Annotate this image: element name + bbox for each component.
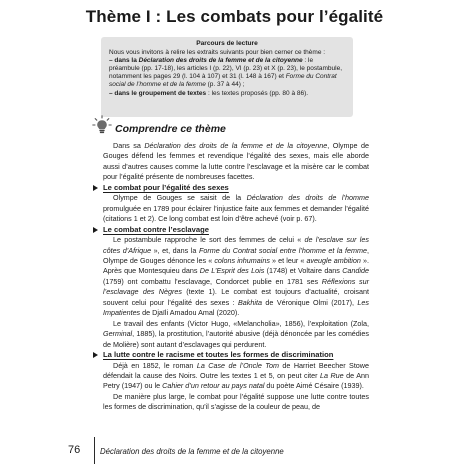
triangle-bullet-icon xyxy=(93,227,98,233)
paragraph-racism-1: Déjà en 1852, le roman La Case de l’Oncle Tom de Harriet Beecher Stowe défendait la cause des Noirs. Outre les textes 1 et 5, on peut citer La Rue de Ann Petry (1947) ou le Cahier d’un retour au pays natal du poète Aimé Césaire (1939). xyxy=(103,360,369,391)
intro-paragraph: Dans sa Déclaration des droits de la femme et de la citoyenne, Olympe de Gouges défend les femmes et revendique l’égalité des sexes, mais elle aborde aussi d’autres causes comme la lutte contre l’esclavage et la misère car le combat pour l’égalité présente de nombreuses facettes. xyxy=(103,141,369,182)
reading-box-title: Parcours de lecture xyxy=(196,40,258,47)
reading-box-intro: Nous vous invitons à relire les extraits suivants pour bien cerner ce thème : xyxy=(109,49,326,57)
reading-path-box xyxy=(101,37,353,117)
heading-slavery: Le combat contre l’esclavage xyxy=(103,225,369,235)
footer-book-title: Déclaration des droits de la femme et de la citoyenne xyxy=(100,447,284,456)
paragraph-slavery-2: Le travail des enfants (Victor Hugo, «Melancholia», 1856), l’exploitation (Zola, Germinal, 1885), la prostitution, l’autorité abusive (déjà dénoncée par les comédies de Molière) sont autant d’esclavages qui perdurent. xyxy=(103,318,369,349)
page-title: Thème I : Les combats pour l’égalité xyxy=(85,7,384,26)
reading-box-item-declaration: – dans la Déclaration des droits de la femme et de la citoyenne : le préambule (pp. 17-18), les articles I (p. 22), VI (p. 23) et X (p. 23), le postambule, notamment les pages 29 (l. 104 à 107) et 31 (l. 148 à 167) et Forme du Contrat social de l’homme et de la femme (p. 37 à 44) ; xyxy=(109,57,343,89)
heading-racism: La lutte contre le racisme et toutes les formes de discrimination xyxy=(103,350,369,360)
footer-divider xyxy=(94,437,95,464)
paragraph-racism-2: De manière plus large, le combat pour l’égalité suppose une lutte contre toutes les formes de discrimination, qu’il s’agisse de la couleur de peau, de xyxy=(103,391,369,412)
lightbulb-icon xyxy=(92,115,112,135)
section-title: Comprendre ce thème xyxy=(115,123,226,135)
paragraph-slavery-1: Le postambule rapproche le sort des femmes de celui « de l’esclave sur les côtes d’Afrique », et, dans la Forme du Contrat social entre l’homme et la femme, Olympe de Gouges dénonce les « colons inhumains » et leur « aveugle ambition ». Après que Montesquieu dans De L’Esprit des Lois (1748) et Voltaire dans Candide (1759) ont combattu l’esclavage, Condorcet publie en 1781 ses Réflexions sur l’esclavage des Nègres (texte 1). Le combat est toujours d’actualité, croisant souvent celui pour l’égalité des sexes : Bakhita de Véronique Olmi (2017), Les Impatientes de Djaïli Amadou Amal (2020). xyxy=(103,235,370,318)
triangle-bullet-icon xyxy=(93,185,98,191)
heading-equality-sexes: Le combat pour l’égalité des sexes xyxy=(103,183,369,193)
triangle-bullet-icon xyxy=(93,352,98,358)
reading-box-item-group: – dans le groupement de textes : les textes proposés (pp. 80 à 86). xyxy=(109,89,309,97)
paragraph-equality-sexes: Olympe de Gouges se saisit de la Déclaration des droits de l’homme promulguée en 1789 pour éclairer l’injustice faite aux femmes et demander l’égalité (citations 1 et 2). Ce long combat est loin d’être achevé (voir p. 67). xyxy=(103,193,369,224)
body-text xyxy=(103,141,369,413)
page-number: 76 xyxy=(68,444,81,456)
